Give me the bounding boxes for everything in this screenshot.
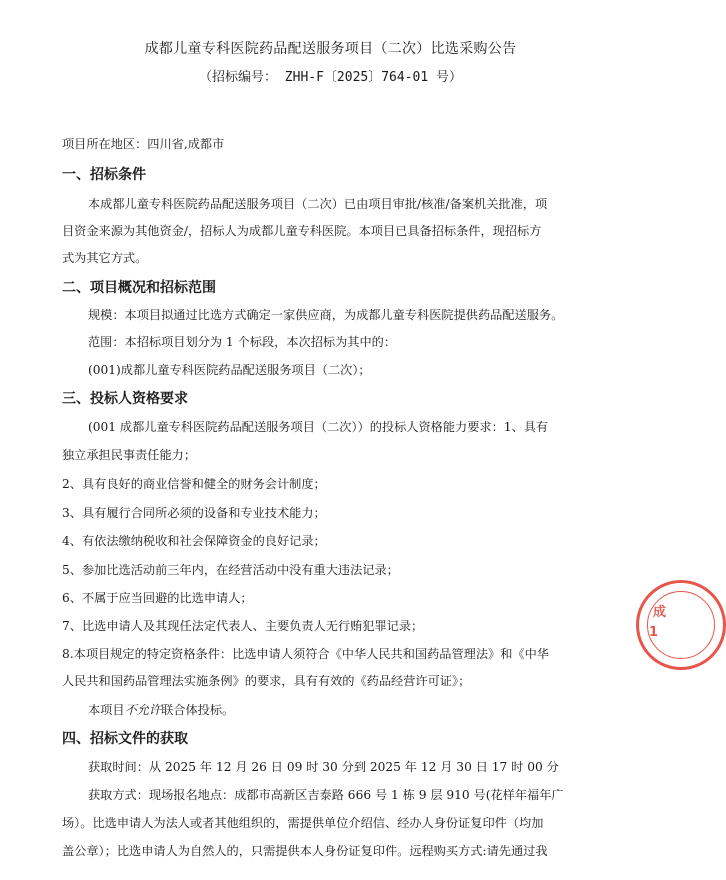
acquisition-method-line-1: 获取方式：现场报名地点：成都市高新区吉泰路 666 号 1 栋 9 层 910 号(花样年福年广	[88, 788, 564, 802]
requirement-8-line-1: 8.本项目规定的特定资格条件：比选申请人须符合《中华人民共和国药品管理法》和《中华	[62, 647, 549, 661]
project-location: 项目所在地区：四川省,成都市	[62, 137, 225, 151]
requirement-5: 5、参加比选活动前三年内，在经营活动中没有重大违法记录；	[62, 563, 399, 577]
section-2-lot: (001)成都儿童专科医院药品配送服务项目（二次）；	[88, 363, 371, 377]
requirement-4: 4、有依法缴纳税收和社会保障资金的良好记录；	[62, 534, 326, 548]
joint-bid-emphasis: 不允许	[124, 703, 162, 717]
section-1-line-3: 式为其它方式。	[62, 251, 148, 265]
section-2-heading: 二、项目概况和招标范围	[62, 280, 216, 296]
tender-number: （招标编号： ZHH-F〔2025〕764-01 号）	[198, 70, 463, 85]
joint-bid-post: 联合体投标。	[161, 703, 235, 717]
seal-char-1: 成	[653, 605, 667, 620]
section-4-heading: 四、招标文件的获取	[62, 731, 188, 747]
acquisition-method-line-3: 盖公章）；比选申请人为自然人的，只需提供本人身份证复印件。远程购买方式:请先通过我	[62, 844, 548, 858]
red-seal-stamp	[636, 580, 726, 670]
acquisition-time: 获取时间：从 2025 年 12 月 26 日 09 时 30 分到 2025 年 12 月 30 日 17 时 00 分	[88, 760, 559, 774]
joint-bid-note	[88, 701, 234, 718]
seal-char-2: 1	[649, 625, 659, 640]
requirement-2: 2、具有良好的商业信誉和健全的财务会计制度；	[62, 477, 326, 491]
requirement-3: 3、具有履行合同所必须的设备和专业技术能力；	[62, 506, 326, 520]
section-2-range: 范围：本招标项目划分为 1 个标段，本次招标为其中的：	[88, 335, 397, 349]
section-2-scale: 规模：本项目拟通过比选方式确定一家供应商，为成都儿童专科医院提供药品配送服务。	[88, 308, 564, 322]
notice-title: 成都儿童专科医院药品配送服务项目（二次）比选采购公告	[144, 41, 517, 57]
section-3-line-2: 独立承担民事责任能力；	[62, 448, 197, 462]
acquisition-method-line-2: 场）。比选申请人为法人或者其他组织的，需提供单位介绍信、经办人身份证复印件（均加	[62, 816, 544, 830]
joint-bid-pre: 本项目	[88, 703, 125, 717]
section-1-heading: 一、招标条件	[62, 167, 146, 183]
requirement-7: 7、比选申请人及其现任法定代表人、主要负责人无行贿犯罪记录；	[62, 619, 424, 633]
section-3-line-1: (001 成都儿童专科医院药品配送服务项目（二次））的投标人资格能力要求：1、具有	[88, 420, 549, 434]
requirement-6: 6、不属于应当回避的比选申请人；	[62, 591, 253, 605]
section-1-line-1: 本成都儿童专科医院药品配送服务项目（二次）已由项目审批/核准/备案机关批准，项	[88, 197, 548, 211]
requirement-8-line-2: 人民共和国药品管理法实施条例》的要求，具有有效的《药品经营许可证》；	[62, 674, 471, 688]
section-3-heading: 三、投标人资格要求	[62, 391, 188, 407]
section-1-line-2: 目资金来源为其他资金/，招标人为成都儿童专科医院。本项目已具备招标条件，现招标方	[62, 224, 542, 238]
